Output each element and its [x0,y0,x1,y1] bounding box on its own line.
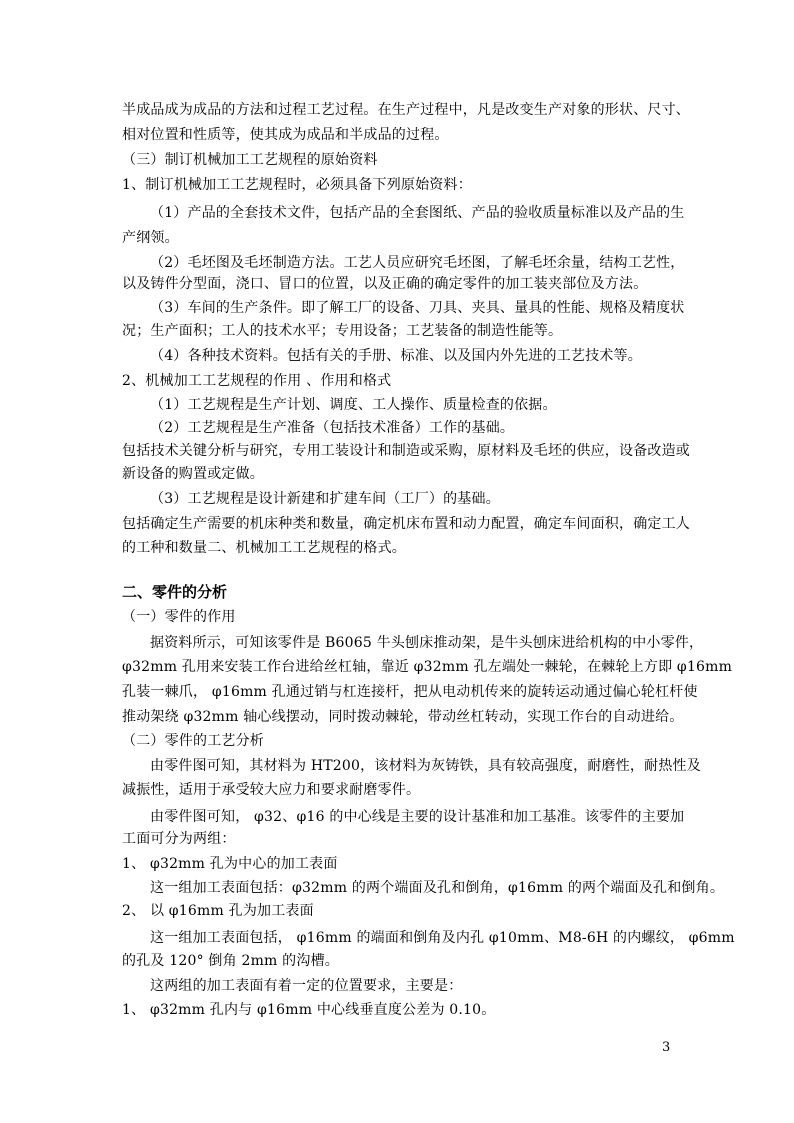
text-line: 工面可分为两组： [122,831,236,847]
text-line: 包括技术关键分析与研究，专用工装设计和制造或采购，原材料及毛坯的供应，设备改造或 [122,443,690,459]
text-line: 产纲领。 [122,230,179,246]
text-line: 1、制订机械加工工艺规程时，必须具备下列原始资料： [122,177,472,193]
text-line: （1）产品的全套技术文件，包括产品的全套图纸、产品的验收质量标准以及产品的生 [150,205,685,221]
section-subheading: （一）零件的作用 [122,609,236,625]
text-line: 孔装一棘爪， φ16mm 孔通过销与杠连接杆，把从电动机传来的旋转运动通过偏心轮杠杆使 [122,684,698,700]
text-line: （4）各种技术资料。包括有关的手册、标准、以及国内外先进的工艺技术等。 [150,348,642,364]
text-line: 由零件图可知， φ32、φ16 的中心线是主要的设计基准和加工基准。该零件的主要加 [150,809,685,825]
text-line: 相对位置和性质等，使其成为成品和半成品的过程。 [122,127,449,143]
text-line: 减振性，适用于承受较大应力和要求耐磨零件。 [122,782,421,798]
text-line: （3）工艺规程是设计新建和扩建车间（工厂）的基础。 [150,491,500,507]
text-line: （2）毛坯图及毛坯制造方法。工艺人员应研究毛坯图，了解毛坯余量，结构工艺性， [150,255,685,271]
text-line: 包括确定生产需要的机床种类和数量，确定机床布置和动力配置，确定车间面积，确定工人 [122,516,690,532]
text-line: φ32mm 孔用来安装工作台进给丝杠轴，靠近 φ32mm 孔左端处一棘轮，在棘轮上方即 φ16mm [122,659,733,675]
text-line: （3）车间的生产条件。即了解工厂的设备、刀具、夹具、量具的性能、规格及精度状 [150,300,685,316]
text-line: 这一组加工表面包括：φ32mm 的两个端面及孔和倒角，φ16mm 的两个端面及孔和倒角。 [150,880,725,896]
text-line: 据资料所示，可知该零件是 B6065 牛头刨床推动架，是牛头刨床进给机构的中小零件， [150,635,704,651]
section-subheading: （二）零件的工艺分析 [122,733,264,749]
text-line: 以及铸件分型面，浇口、冒口的位置，以及正确的确定零件的加工装夹部位及方法。 [122,276,648,292]
text-line: （1）工艺规程是生产计划、调度、工人操作、质量检查的依据。 [150,397,557,413]
text-line: 由零件图可知，其材料为 HT200，该材料为灰铸铁，具有较高强度，耐磨性，耐热性及 [150,758,701,774]
page-number: 3 [662,1040,671,1055]
text-line: 1、 φ32mm 孔为中心的加工表面 [122,856,338,872]
text-line: 况；生产面积；工人的技术水平；专用设备；工艺装备的制造性能等。 [122,323,563,339]
text-line: 的工种和数量二、机械加工工艺规程的格式。 [122,540,406,556]
text-line: 的孔及 120° 倒角 2mm 的沟槽。 [122,953,339,969]
text-line: 半成品成为成品的方法和过程工艺过程。在生产过程中，凡是改变生产对象的形状、尺寸、 [122,102,690,118]
text-line: 这一组加工表面包括， φ16mm 的端面和倒角及内孔 φ10mm、M8-6H 的内螺纹， φ6mm [150,930,735,946]
text-line: （2）工艺规程是生产准备（包括技术准备）工作的基础。 [150,420,515,436]
text-line: 2、 以 φ16mm 孔为加工表面 [122,903,314,919]
text-line: 推动架绕 φ32mm 轴心线摆动，同时拨动棘轮，带动丝杠转动，实现工作台的自动进给。 [122,709,684,725]
text-line: 2、机械加工工艺规程的作用 、作用和格式 [122,373,392,389]
text-line: 这两组的加工表面有着一定的位置要求，主要是： [150,978,463,994]
text-line: 1、 φ32mm 孔内与 φ16mm 中心线垂直度公差为 0.10。 [122,1002,496,1018]
section-subheading: （三）制订机械加工工艺规程的原始资料 [122,152,378,168]
text-line: 新设备的购置或定做。 [122,466,264,482]
section-heading: 二、零件的分析 [122,583,228,601]
